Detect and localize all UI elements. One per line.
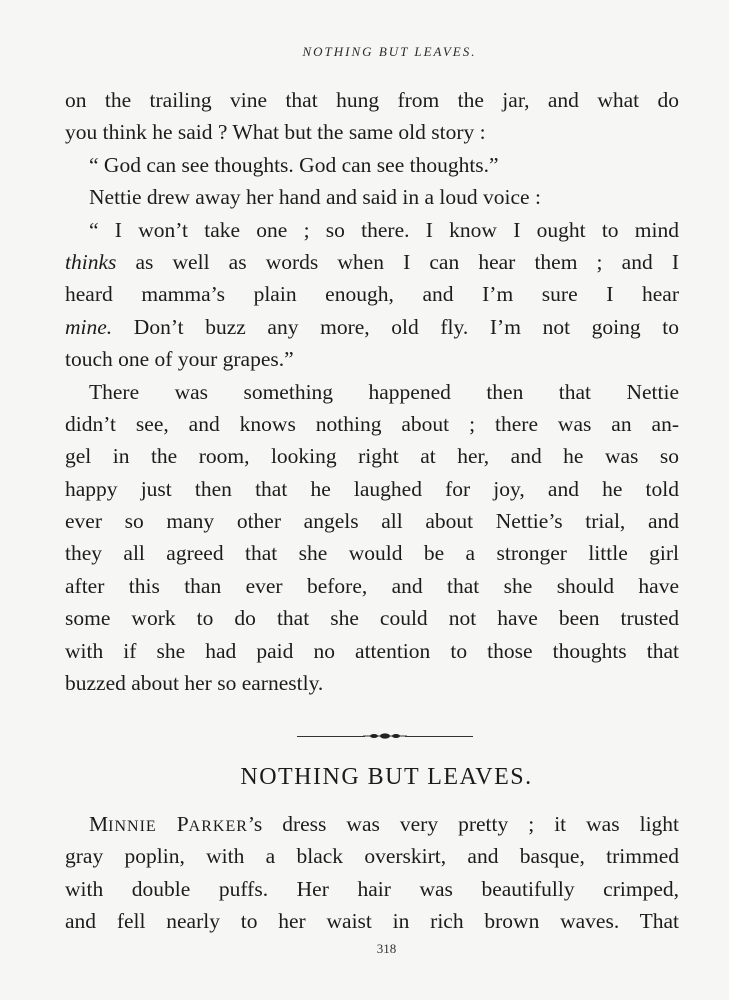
para2-line-6: they all agreed that she would be a stronger little girl [65,541,679,566]
section-line-4: and fell nearly to her waist in rich brown waves. That [65,909,679,934]
section-text [65,808,679,938]
running-head: NOTHING BUT LEAVES. [302,44,477,59]
section-title: NOTHING BUT LEAVES. [240,764,533,790]
text-line-8-rest: Don’t buzz any more, old fly. I’m not going to [112,314,679,339]
text-line-7: heard mamma’s plain enough, and I’m sure I hear [65,282,679,307]
small-caps-initial-p: P [176,812,189,836]
para2-line-8: some work to do that she could not have been trusted [65,606,679,631]
divider-rule-right [405,736,473,737]
para2-line-3: gel in the room, looking right at her, and he was so [65,444,679,469]
para2-line-4: happy just then that he laughed for joy, and he told [65,476,679,501]
para2-line-5: ever so many other angels all about Nettie’s trial, and [65,509,679,534]
section-line-1-rest: ’s dress was very pretty ; it was light [247,812,680,836]
body-text [65,84,679,699]
divider-rule-left [297,736,365,737]
italic-word-mine: mine. [65,314,113,339]
text-line-5: “ I won’t take one ; so there. I know I ought to mind [89,217,679,242]
section-line-3: with double puffs. Her hair was beautifully crimped, [65,876,679,901]
text-line-2: you think he said ? What but the same old story : [65,120,486,145]
page-number: 318 [376,941,397,956]
section-line-1 [65,808,679,840]
text-line-8 [65,311,679,343]
section-divider-ornament [297,735,473,739]
section-line-2: gray poplin, with a black overskirt, and basque, trimmed [65,844,679,869]
para2-line-9: with if she had paid no attention to those thoughts that [65,638,679,663]
text-line-6-rest: as well as words when I can hear them ; and I [116,249,679,274]
text-line-3: “ God can see thoughts. God can see thoughts.” [89,152,499,177]
para2-line-7: after this than ever before, and that she should have [65,573,679,598]
small-caps-innie: INNIE [108,818,157,835]
para2-line-1: There was something happened then that Nettie [89,379,679,404]
text-line-9: touch one of your grapes.” [65,347,294,372]
text-line-1: on the trailing vine that hung from the jar, and what do [65,88,679,112]
small-caps-arker: ARKER [188,818,248,835]
divider-flourish-icon [363,732,407,740]
small-caps-initial-m: M [89,812,109,836]
italic-word-thinks: thinks [65,249,117,274]
text-line-6 [65,246,679,278]
text-line-4: Nettie drew away her hand and said in a loud voice : [89,185,541,210]
para2-line-10: buzzed about her so earnestly. [65,671,324,696]
para2-line-2: didn’t see, and knows nothing about ; there was an an- [65,411,679,436]
